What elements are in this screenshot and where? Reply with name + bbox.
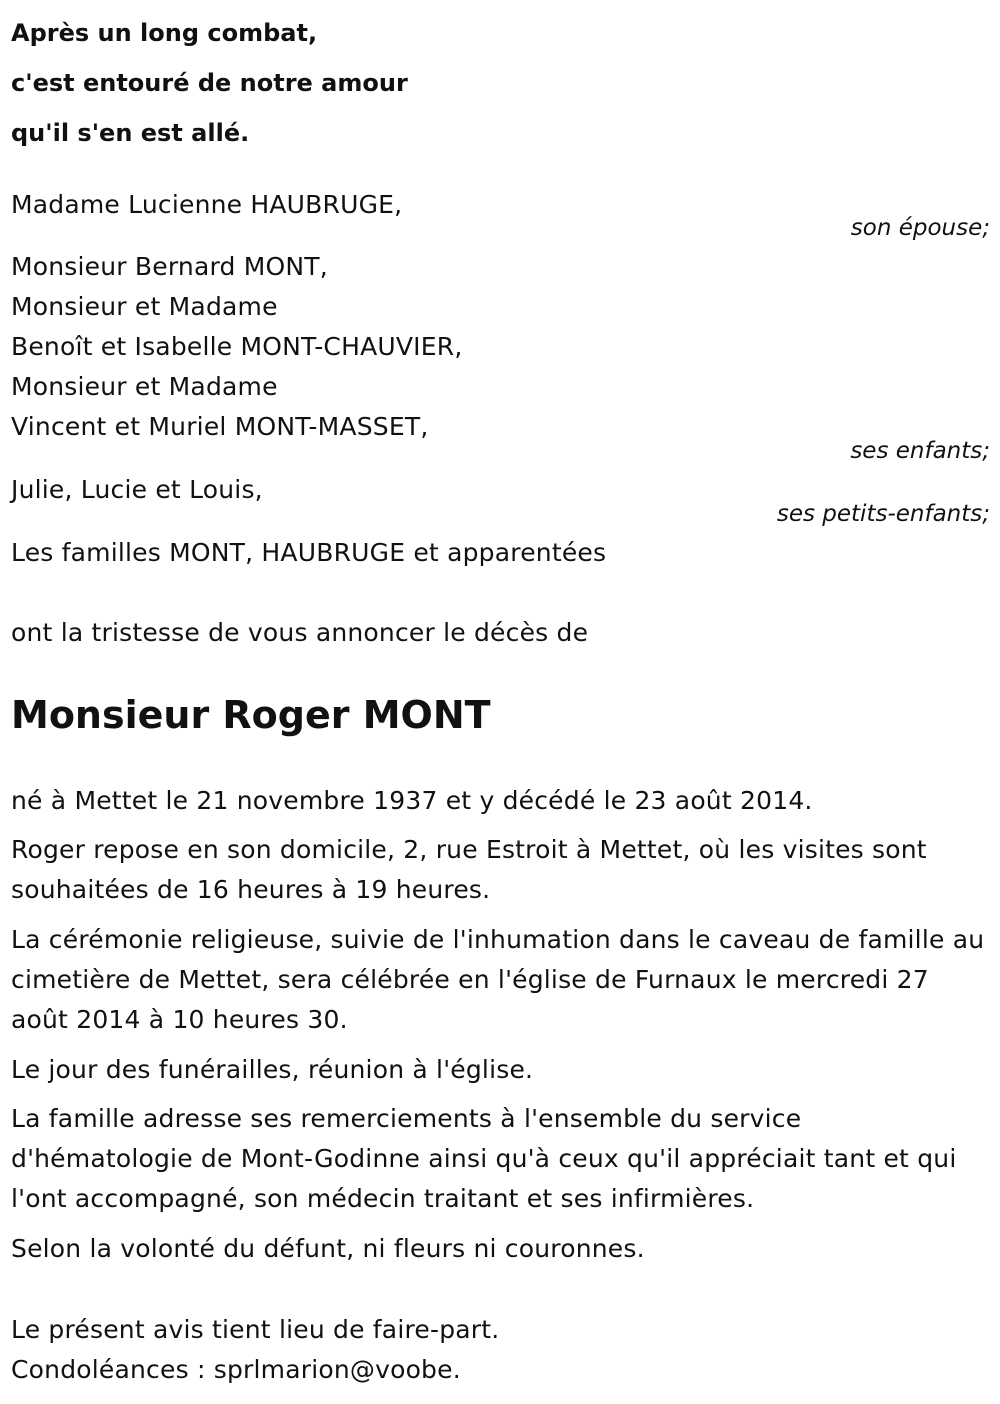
child-line: Benoît et Isabelle MONT-CHAUVIER, [11, 332, 463, 361]
deceased-name: Monsieur Roger MONT [11, 693, 491, 737]
flowers-paragraph: Selon la volonté du défunt, ni fleurs ni couronnes. [11, 1234, 645, 1263]
families-line: Les familles MONT, HAUBRUGE et apparentées [11, 538, 607, 567]
notice-line: Le présent avis tient lieu de faire-part. [11, 1315, 500, 1344]
child-line: Monsieur et Madame [11, 292, 278, 321]
intro-text [11, 8, 408, 158]
child-line: Vincent et Muriel MONT-MASSET, [11, 412, 429, 441]
child-line: Monsieur et Madame [11, 372, 278, 401]
condolences-line: Condoléances : sprlmarion@voobe. [11, 1355, 461, 1384]
intro-line: c'est entouré de notre amour [11, 69, 408, 97]
announcement-line: ont la tristesse de vous annoncer le décès de [11, 618, 589, 647]
funeral-day-paragraph: Le jour des funérailles, réunion à l'église. [11, 1055, 534, 1084]
spouse-name: Madame Lucienne HAUBRUGE, [11, 190, 403, 219]
children-role: ses enfants; [850, 438, 990, 464]
visitation-paragraph: Roger repose en son domicile, 2, rue Estroit à Mettet, où les visites sont souhaitées de 16 heures à 19 heures. [11, 835, 927, 904]
grandchildren-role: ses petits-enfants; [776, 501, 990, 527]
grandchildren-names: Julie, Lucie et Louis, [11, 475, 263, 504]
birth-death-paragraph: né à Mettet le 21 novembre 1937 et y décédé le 23 août 2014. [11, 786, 813, 815]
ceremony-paragraph: La cérémonie religieuse, suivie de l'inhumation dans le caveau de famille au cimetière de Mettet, sera célébrée en l'église de Furnaux le mercredi 27 août 2014 à 10 heures 30. [11, 925, 985, 1034]
intro-line: qu'il s'en est allé. [11, 119, 250, 147]
thanks-paragraph: La famille adresse ses remerciements à l'ensemble du service d'hématologie de Mont-Godinne ainsi qu'à ceux qu'il appréciait tant et qui l'ont accompagné, son médecin traitant et ses infirmières. [11, 1104, 957, 1213]
child-line: Monsieur Bernard MONT, [11, 252, 328, 281]
intro-line: Après un long combat, [11, 19, 318, 47]
spouse-role: son épouse; [850, 215, 990, 241]
